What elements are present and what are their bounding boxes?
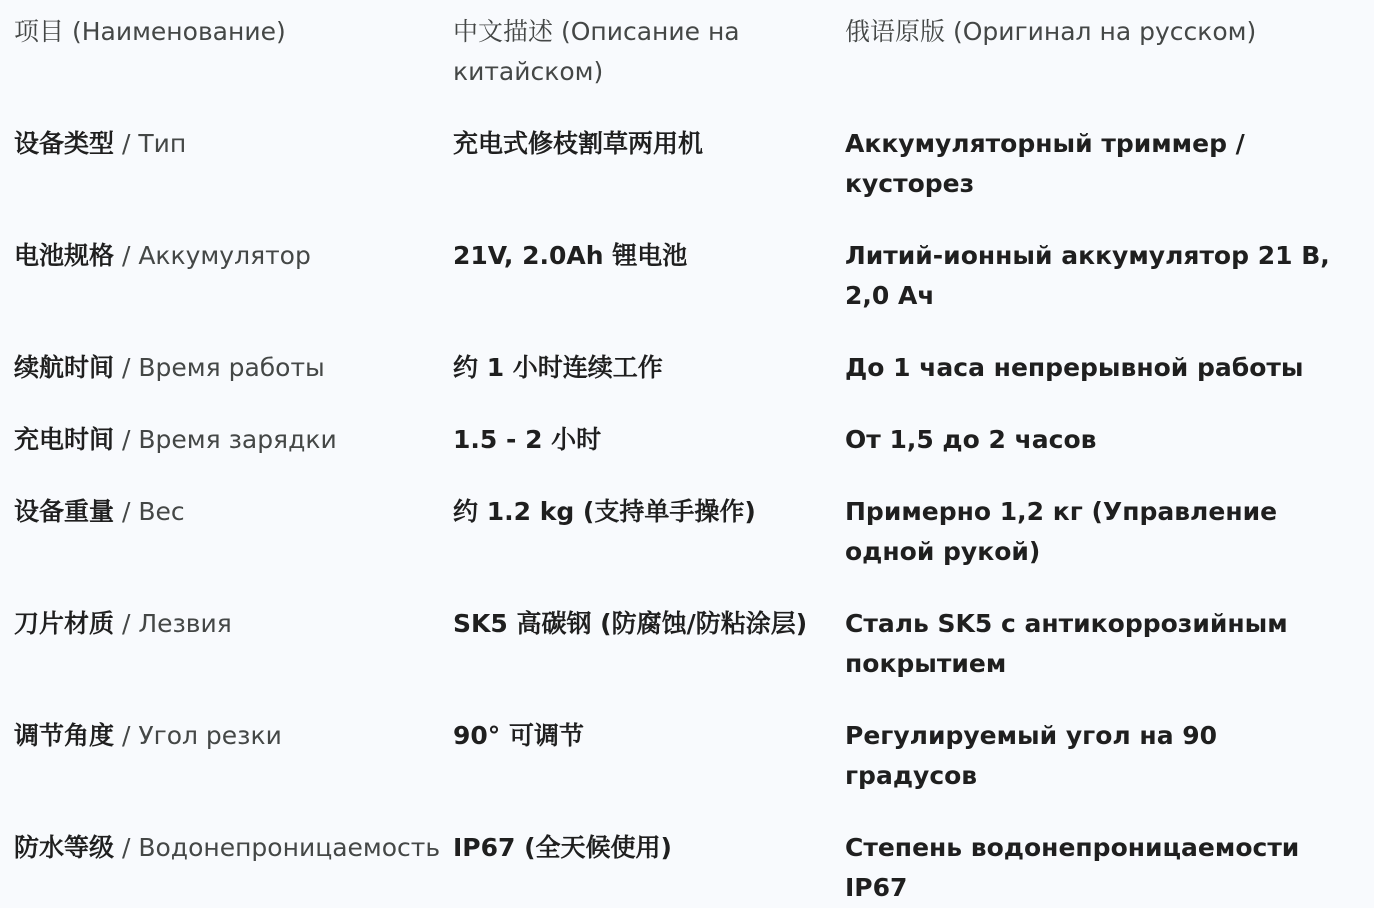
chinese-value: 21V, 2.0Ah 锂电池: [453, 241, 688, 270]
item-name-zh: 充电时间: [14, 425, 115, 454]
item-name-zh: 设备类型: [14, 129, 115, 158]
table-row: [14, 348, 1364, 420]
table-row: [14, 492, 1364, 604]
table-row: [14, 420, 1364, 492]
header-chinese-description: 中文描述 (Описание на китайском): [453, 17, 740, 86]
item-name-zh: 刀片材质: [14, 609, 115, 638]
russian-value: Примерно 1,2 кг (Управление одной рукой): [845, 497, 1278, 566]
item-name-ru: / Тип: [114, 129, 187, 158]
item-name-ru: / Лезвия: [114, 609, 232, 638]
item-cell: [14, 236, 453, 348]
chinese-value: SK5 高碳钢 (防腐蚀/防粘涂层): [453, 609, 808, 638]
russian-value: От 1,5 до 2 часов: [845, 425, 1097, 454]
item-name-zh: 调节角度: [14, 721, 115, 750]
item-cell: [14, 124, 453, 236]
item-cell: [14, 828, 453, 908]
russian-value: Сталь SK5 с антикоррозийным покрытием: [845, 609, 1288, 678]
russian-value: До 1 часа непрерывной работы: [845, 353, 1304, 382]
table-row: [14, 604, 1364, 716]
item-name-ru: / Угол резки: [114, 721, 282, 750]
table-row: [14, 124, 1364, 236]
item-cell: [14, 492, 453, 604]
table-row: [14, 716, 1364, 828]
item-name-ru: / Время работы: [114, 353, 325, 382]
spec-table: [14, 12, 1364, 908]
chinese-value: IP67 (全天候使用): [453, 833, 672, 862]
chinese-value: 1.5 - 2 小时: [453, 425, 602, 454]
item-name-zh: 续航时间: [14, 353, 115, 382]
chinese-value: 充电式修枝割草两用机: [453, 129, 704, 158]
table-row: [14, 236, 1364, 348]
item-name-ru: / Время зарядки: [114, 425, 337, 454]
header-russian-original: 俄语原版 (Оригинал на русском): [845, 17, 1257, 46]
item-name-ru: / Аккумулятор: [114, 241, 311, 270]
chinese-value: 90° 可调节: [453, 721, 584, 750]
item-name-ru: / Водонепроницаемость: [114, 833, 441, 862]
table-row: [14, 828, 1364, 908]
table-header-row: [14, 12, 1364, 124]
russian-value: Регулируемый угол на 90 градусов: [845, 721, 1218, 790]
russian-value: Литий-ионный аккумулятор 21 В, 2,0 Ач: [845, 241, 1330, 310]
header-item: 项目 (Наименование): [14, 17, 286, 46]
item-cell: [14, 348, 453, 420]
russian-value: Степень водонепроницаемости IP67: [845, 833, 1300, 902]
item-cell: [14, 604, 453, 716]
item-cell: [14, 716, 453, 828]
chinese-value: 约 1.2 kg (支持单手操作): [453, 497, 756, 526]
item-name-zh: 防水等级: [14, 833, 115, 862]
chinese-value: 约 1 小时连续工作: [453, 353, 663, 382]
item-cell: [14, 420, 453, 492]
item-name-ru: / Вес: [114, 497, 185, 526]
russian-value: Аккумуляторный триммер / кусторез: [845, 129, 1245, 198]
item-name-zh: 设备重量: [14, 497, 115, 526]
item-name-zh: 电池规格: [14, 241, 115, 270]
